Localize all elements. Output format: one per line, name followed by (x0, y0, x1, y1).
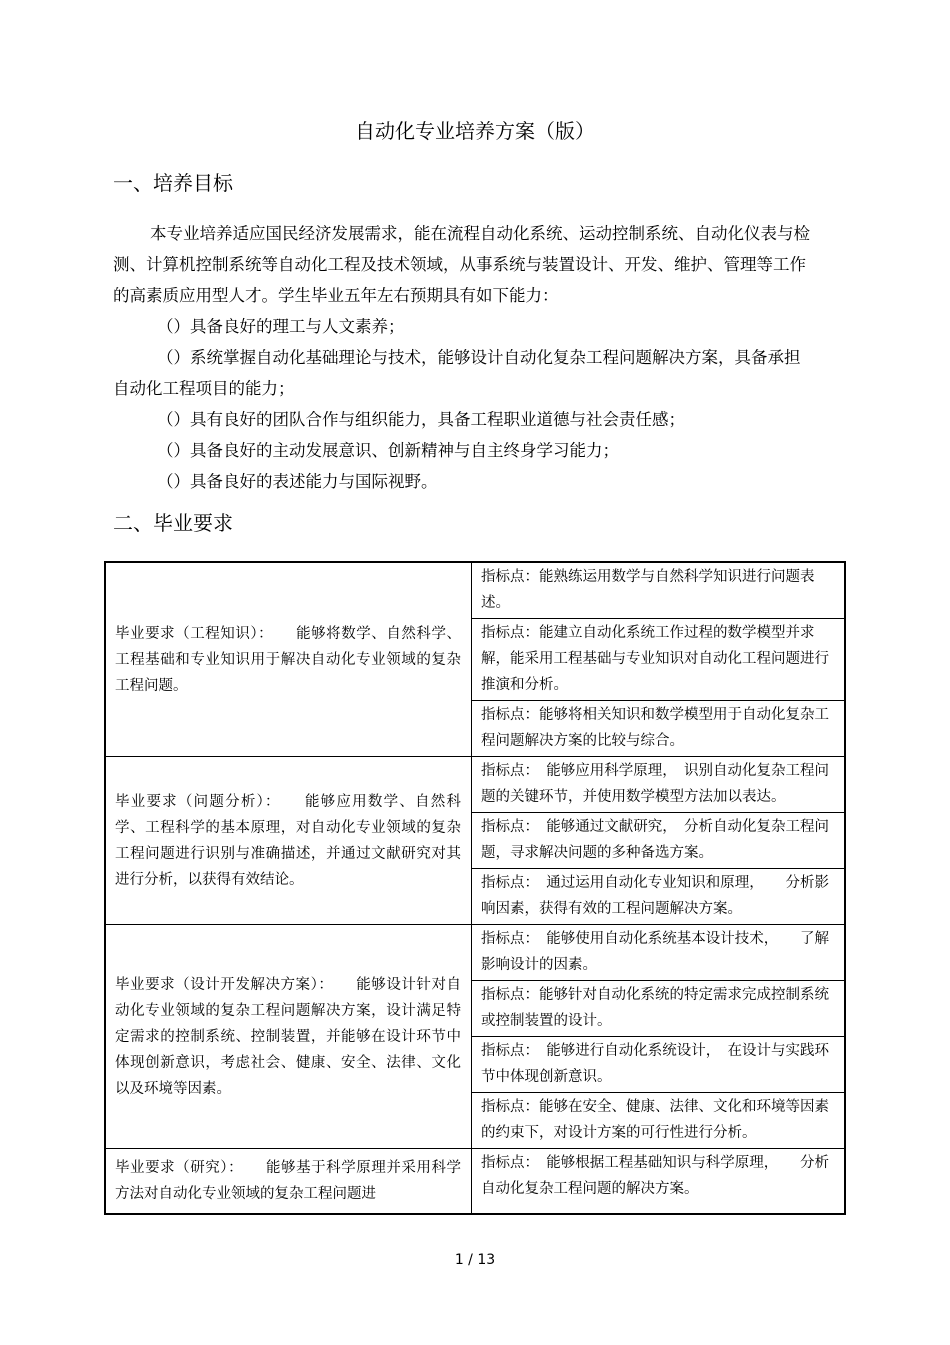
goal-item: （）具备良好的主动发展意识、创新精神与自主终身学习能力； (157, 441, 619, 460)
goal-item: （）具备良好的表述能力与国际视野。 (157, 472, 438, 491)
table-row (105, 562, 845, 619)
indicator-cell: 指标点：能够将相关知识和数学模型用于自动化复杂工程问题解决方案的比较与综合。 (472, 701, 846, 757)
intro-paragraph: 本专业培养适应国民经济发展需求，能在流程自动化系统、运动控制系统、自动化仪表与检测、计算机控制系统等自动化工程及技术领域，从事系统与装置设计、开发、维护、管理等工作的高素质应用型人才。学生毕业五年左右预期具有如下能力： (113, 224, 810, 305)
indicator-cell: 指标点：能够针对自动化系统的特定需求完成控制系统或控制装置的设计。 (472, 981, 846, 1037)
graduation-requirements-table (104, 561, 846, 1215)
document-title: 自动化专业培养方案（版） (355, 119, 595, 143)
indicator-cell: 指标点：能熟练运用数学与自然科学知识进行问题表述。 (472, 562, 846, 619)
page-number: 1 / 13 (454, 1252, 496, 1268)
indicator-cell: 指标点： 能够应用科学原理， 识别自动化复杂工程问题的关键环节，并使用数学模型方法加以表达。 (472, 757, 846, 813)
section-heading-graduation-requirements: 二、毕业要求 (113, 511, 233, 535)
indicator-cell: 指标点： 能够根据工程基础知识与科学原理， 分析自动化复杂工程问题的解决方案。 (472, 1149, 846, 1215)
requirement-cell: 毕业要求（问题分析）： 能够应用数学、自然科学、工程科学的基本原理，对自动化专业领域的复杂工程问题进行识别与准确描述，并通过文献研究对其进行分析，以获得有效结论。 (105, 757, 472, 925)
indicator-cell: 指标点： 能够通过文献研究， 分析自动化复杂工程问题，寻求解决问题的多种备选方案。 (472, 813, 846, 869)
table-row (105, 757, 845, 813)
requirement-cell: 毕业要求（工程知识）： 能够将数学、自然科学、工程基础和专业知识用于解决自动化专业领域的复杂工程问题。 (105, 562, 472, 757)
goal-item: （）具有良好的团队合作与组织能力，具备工程职业道德与社会责任感； (157, 410, 685, 429)
requirement-cell: 毕业要求（设计开发解决方案）： 能够设计针对自动化专业领域的复杂工程问题解决方案，设计满足特定需求的控制系统、控制装置，并能够在设计环节中体现创新意识，考虑社会、健康、安全、法律、文化以及环境等因素。 (105, 925, 472, 1149)
goal-item: （）具备良好的理工与人文素养； (157, 317, 405, 336)
goal-item: （）系统掌握自动化基础理论与技术，能够设计自动化复杂工程问题解决方案，具备承担自动化工程项目的能力； (113, 348, 801, 398)
indicator-cell: 指标点： 能够进行自动化系统设计， 在设计与实践环节中体现创新意识。 (472, 1037, 846, 1093)
requirement-cell: 毕业要求（研究）： 能够基于科学原理并采用科学方法对自动化专业领域的复杂工程问题进 (105, 1149, 472, 1215)
table-row (105, 1149, 845, 1215)
indicator-cell: 指标点： 能够使用自动化系统基本设计技术， 了解影响设计的因素。 (472, 925, 846, 981)
table-row (105, 925, 845, 981)
indicator-cell: 指标点：能建立自动化系统工作过程的数学模型并求解，能采用工程基础与专业知识对自动化工程问题进行推演和分析。 (472, 619, 846, 701)
section-heading-training-goals: 一、培养目标 (113, 171, 233, 195)
indicator-cell: 指标点： 通过运用自动化专业知识和原理， 分析影响因素，获得有效的工程问题解决方案。 (472, 869, 846, 925)
training-goals-body (113, 218, 813, 497)
indicator-cell: 指标点：能够在安全、健康、法律、文化和环境等因素的约束下，对设计方案的可行性进行分析。 (472, 1093, 846, 1149)
